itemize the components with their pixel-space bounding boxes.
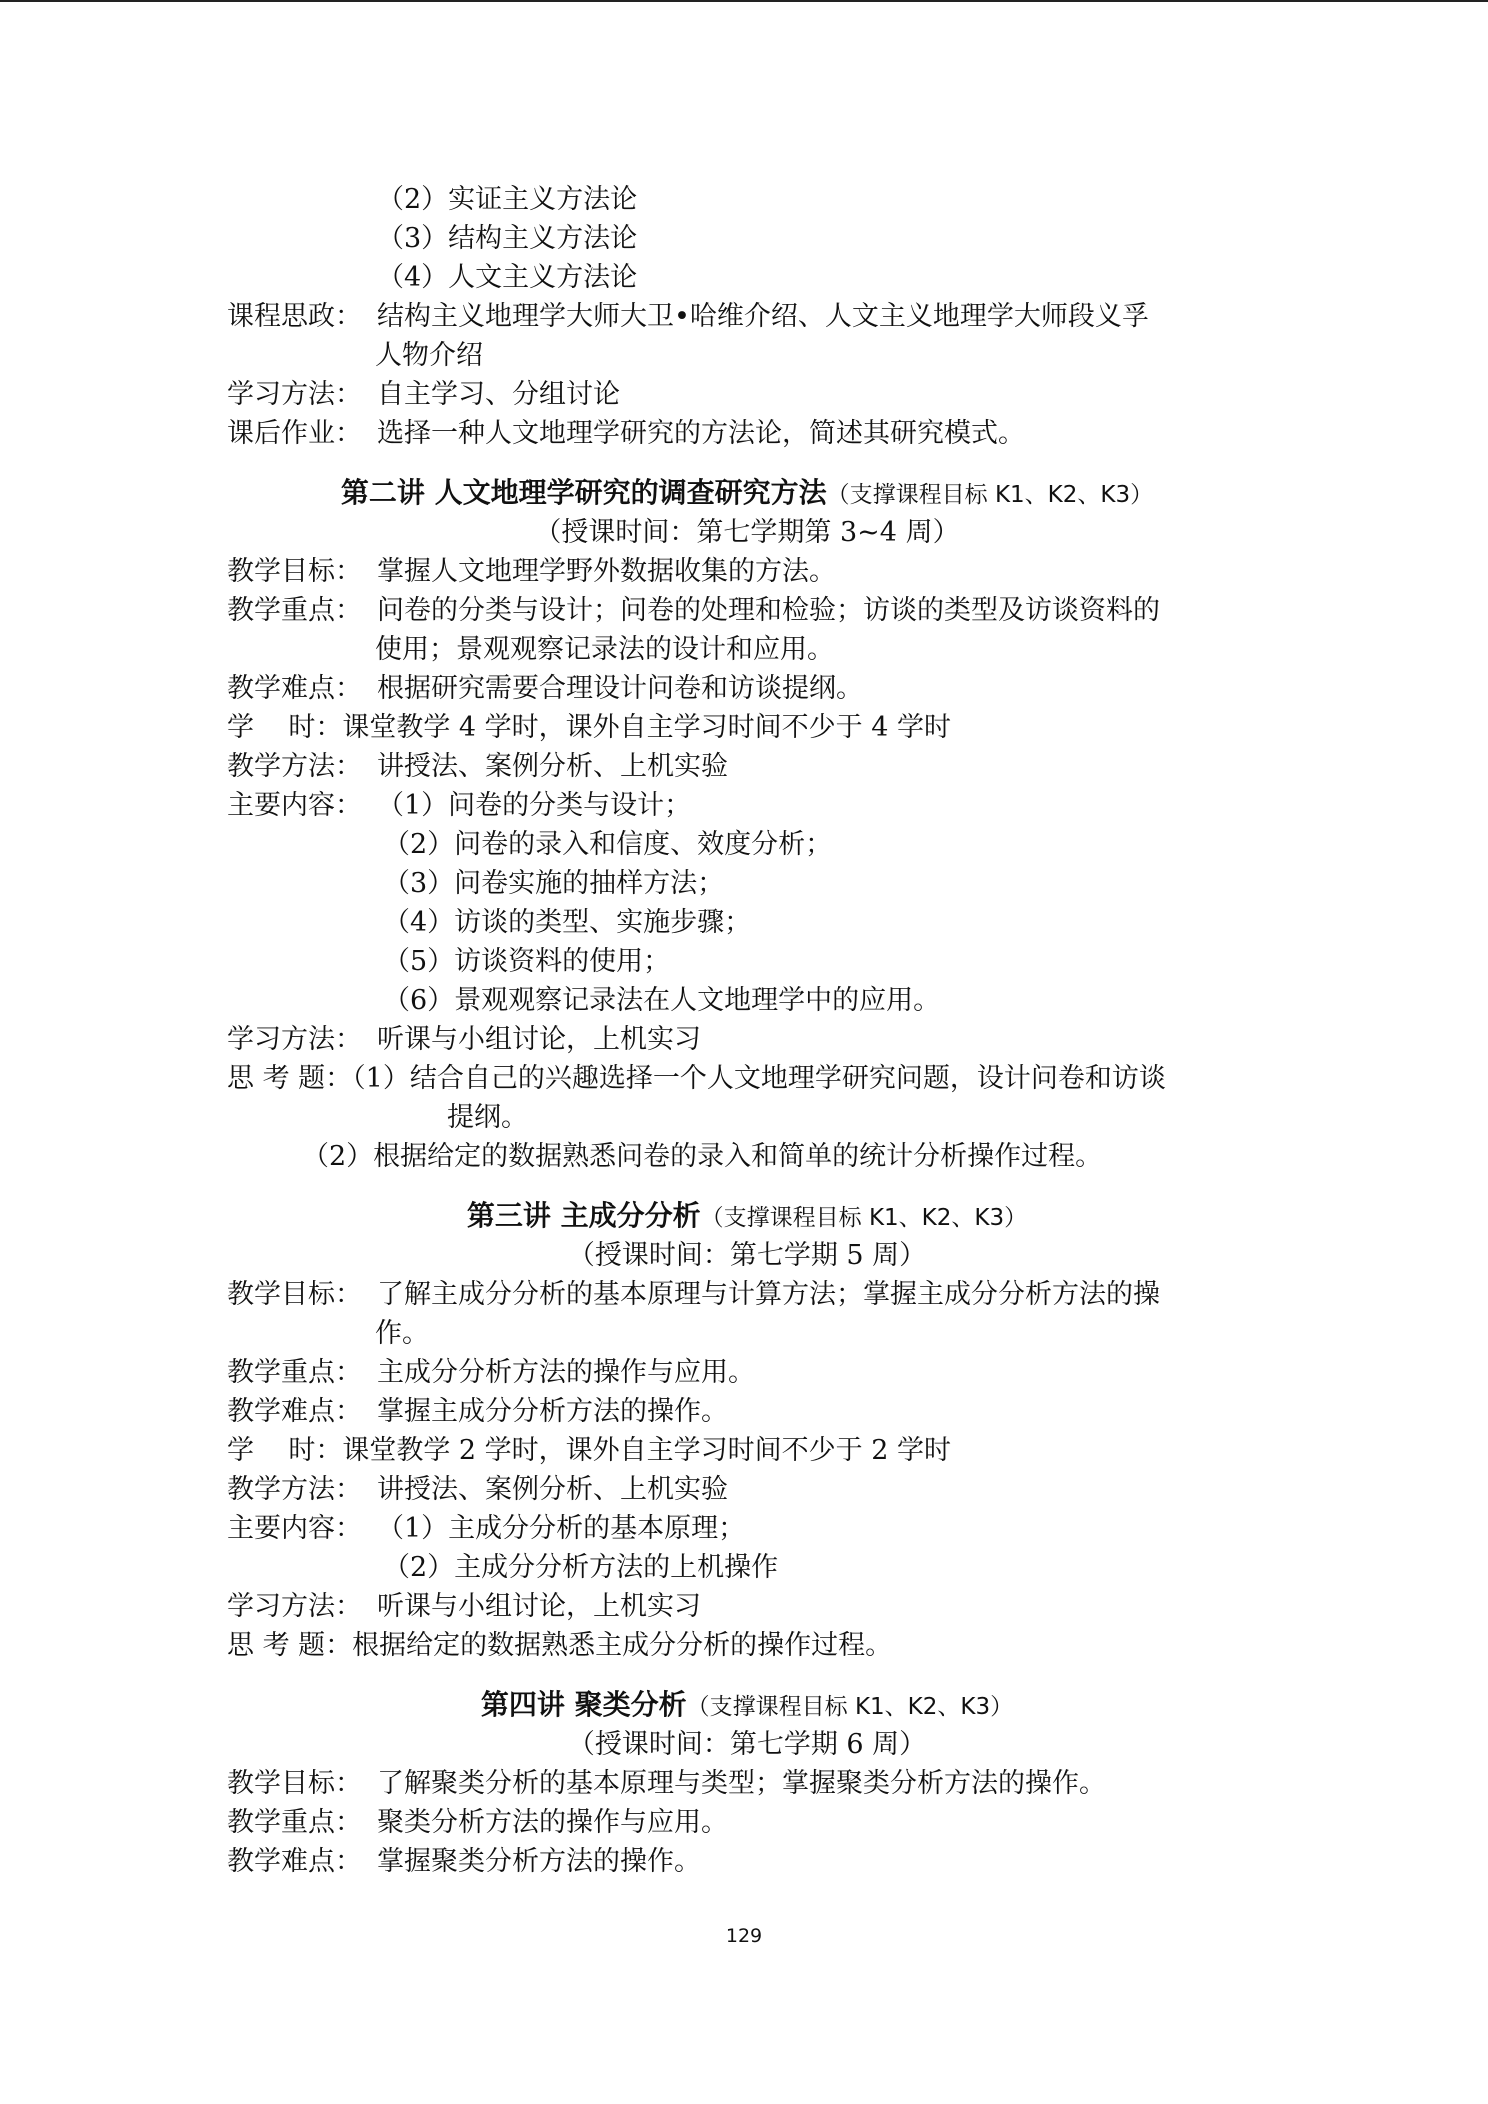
study-method-row <box>227 1587 1267 1626</box>
field-value: 课堂教学 2 学时，课外自主学习时间不少于 2 学时 <box>342 1435 952 1466</box>
field-label: 教学方法： <box>227 751 362 782</box>
difficulty-row <box>227 669 1267 708</box>
homework-row <box>227 414 1267 453</box>
page-number: 129 <box>725 1925 763 1947</box>
field-value: 结构主义地理学大师大卫•哈维介绍、人文主义地理学大师段义孚 <box>377 301 1149 332</box>
field-value: 掌握人文地理学野外数据收集的方法。 <box>377 556 836 587</box>
field-value: 听课与小组讨论，上机实习 <box>377 1591 701 1622</box>
field-label: 教学重点： <box>227 595 362 626</box>
field-value: 根据研究需要合理设计问卷和访谈提纲。 <box>377 673 863 704</box>
field-value: 掌握主成分分析方法的操作。 <box>377 1396 728 1427</box>
field-label: 教学目标： <box>227 1279 362 1310</box>
content-row <box>227 786 1267 825</box>
lecture-heading <box>227 473 1267 513</box>
field-value: 听课与小组讨论，上机实习 <box>377 1024 701 1055</box>
field-value: （1）主成分分析的基本原理； <box>377 1513 746 1544</box>
lecture-title: 第四讲 聚类分析 <box>480 1688 687 1721</box>
lecture-title: 第二讲 人文地理学研究的调查研究方法 <box>340 476 827 509</box>
lecture-time: （授课时间：第七学期 5 周） <box>567 1240 927 1271</box>
field-value: 聚类分析方法的操作与应用。 <box>377 1807 728 1838</box>
sizheng-row <box>227 297 1267 336</box>
field-label: 教学方法： <box>227 1474 362 1505</box>
list-item: （4）人文主义方法论 <box>377 262 638 293</box>
field-value-continued: 使用；景观观察记录法的设计和应用。 <box>375 634 834 665</box>
lecture-time: （授课时间：第七学期 6 周） <box>567 1729 927 1760</box>
field-label: 学习方法： <box>227 1591 362 1622</box>
list-item: （5）访谈资料的使用； <box>383 946 671 977</box>
hours-row <box>227 1431 1267 1470</box>
field-value: 选择一种人文地理学研究的方法论，简述其研究模式。 <box>377 418 1025 449</box>
field-label: 学 时： <box>227 712 343 743</box>
goal-row <box>227 1275 1267 1314</box>
lecture-heading <box>227 1196 1267 1236</box>
field-value: （1）结合自己的兴趣选择一个人文地理学研究问题，设计问卷和访谈 <box>352 1063 1166 1094</box>
field-value: 讲授法、案例分析、上机实验 <box>377 1474 728 1505</box>
lecture-support: （支撑课程目标 K1、K2、K3） <box>686 1694 1014 1720</box>
field-label: 主要内容： <box>227 790 362 821</box>
field-value: 问卷的分类与设计；问卷的处理和检验；访谈的类型及访谈资料的 <box>377 595 1160 626</box>
key-row <box>227 1803 1267 1842</box>
list-item: （2）主成分分析方法的上机操作 <box>383 1552 779 1583</box>
key-row <box>227 591 1267 630</box>
field-label: 课后作业： <box>227 418 362 449</box>
field-label: 学习方法： <box>227 379 362 410</box>
field-value-continued: 提纲。 <box>447 1102 528 1133</box>
method-row <box>227 375 1267 414</box>
field-value: 主成分分析方法的操作与应用。 <box>377 1357 755 1388</box>
field-value: 了解聚类分析的基本原理与类型；掌握聚类分析方法的操作。 <box>377 1768 1106 1799</box>
field-label: 教学重点： <box>227 1807 362 1838</box>
lecture-heading <box>227 1685 1267 1725</box>
content-row <box>227 1509 1267 1548</box>
field-label: 教学难点： <box>227 1846 362 1877</box>
teaching-method-row <box>227 1470 1267 1509</box>
field-value: 自主学习、分组讨论 <box>377 379 620 410</box>
key-row <box>227 1353 1267 1392</box>
difficulty-row <box>227 1842 1267 1881</box>
field-label: 教学目标： <box>227 556 362 587</box>
field-label: 课程思政： <box>227 301 362 332</box>
field-label: 主要内容： <box>227 1513 362 1544</box>
think-row <box>227 1059 1267 1098</box>
field-label: 教学重点： <box>227 1357 362 1388</box>
field-value: 课堂教学 4 学时，课外自主学习时间不少于 4 学时 <box>342 712 952 743</box>
difficulty-row <box>227 1392 1267 1431</box>
field-label: 学习方法： <box>227 1024 362 1055</box>
goal-row <box>227 1764 1267 1803</box>
lecture-support: （支撑课程目标 K1、K2、K3） <box>700 1205 1028 1231</box>
think-row <box>227 1626 1267 1665</box>
hours-row <box>227 708 1267 747</box>
field-label: 思 考 题： <box>227 1063 353 1094</box>
field-value: 了解主成分分析的基本原理与计算方法；掌握主成分分析方法的操 <box>377 1279 1160 1310</box>
field-value-continued: 人物介绍 <box>375 340 483 371</box>
list-item: （2）实证主义方法论 <box>377 184 638 215</box>
list-item: （6）景观观察记录法在人文地理学中的应用。 <box>383 985 941 1016</box>
field-value: 掌握聚类分析方法的操作。 <box>377 1846 701 1877</box>
field-value: 讲授法、案例分析、上机实验 <box>377 751 728 782</box>
lecture-time: （授课时间：第七学期第 3~4 周） <box>534 517 960 548</box>
document-body <box>227 180 1267 1881</box>
field-value: （1）问卷的分类与设计； <box>377 790 692 821</box>
teaching-method-row <box>227 747 1267 786</box>
list-item: （3）结构主义方法论 <box>377 223 638 254</box>
list-item: （2）根据给定的数据熟悉问卷的录入和简单的统计分析操作过程。 <box>302 1141 1103 1172</box>
field-label: 教学难点： <box>227 1396 362 1427</box>
goal-row <box>227 552 1267 591</box>
list-item: （4）访谈的类型、实施步骤； <box>383 907 752 938</box>
lecture-title: 第三讲 主成分分析 <box>466 1199 701 1232</box>
field-label: 思 考 题： <box>227 1630 353 1661</box>
list-item: （2）问卷的录入和信度、效度分析； <box>383 829 833 860</box>
field-label: 教学难点： <box>227 673 362 704</box>
lecture-support: （支撑课程目标 K1、K2、K3） <box>826 482 1154 508</box>
field-label: 教学目标： <box>227 1768 362 1799</box>
field-value: 根据给定的数据熟悉主成分分析的操作过程。 <box>352 1630 893 1661</box>
field-label: 学 时： <box>227 1435 343 1466</box>
field-value-continued: 作。 <box>375 1318 429 1349</box>
list-item: （3）问卷实施的抽样方法； <box>383 868 725 899</box>
page-top-border <box>0 0 1488 2</box>
study-method-row <box>227 1020 1267 1059</box>
